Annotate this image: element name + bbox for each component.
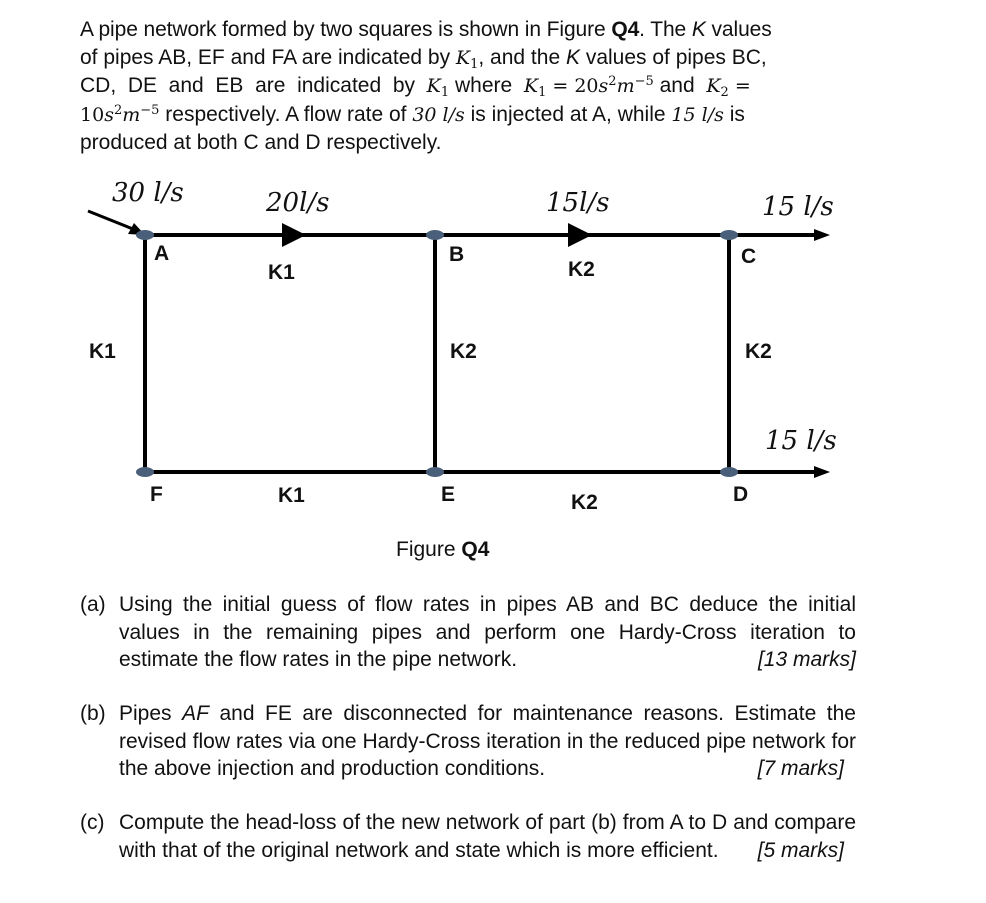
pipe-label-ab: K1 xyxy=(268,261,295,284)
intro-line-2: of pipes AB, EF and FA are indicated by $K_1$, and the K values of pipes BC, xyxy=(80,45,767,72)
question-a xyxy=(80,591,856,674)
outflow-label-d: 15 l/s xyxy=(765,426,837,456)
outflow-c-arrowhead xyxy=(814,229,830,241)
pipe-label-ed: K2 xyxy=(571,491,598,514)
inflow-label: 30 l/s xyxy=(112,178,184,208)
question-b-body: Pipes AF and FE are disconnected for maintenance reasons. Estimate the revised flow rates via one Hardy-Cross iteration in the reduced pipe network for the above injection and production conditions. [7 marks] xyxy=(119,700,856,783)
node-b-marker xyxy=(426,230,444,240)
node-a-label: A xyxy=(154,242,170,265)
intro-line-5: produced at both C and D respectively. xyxy=(80,131,442,154)
question-c-marks: [5 marks] xyxy=(757,838,844,862)
question-c-body xyxy=(119,809,856,864)
node-e-label: E xyxy=(441,483,456,506)
pipe-label-fa: K1 xyxy=(89,340,116,363)
node-f-marker xyxy=(136,467,154,477)
outflow-label-c: 15 l/s xyxy=(762,192,834,222)
intro-line-3: CD, DE and EB are indicated by $K_1$ where $K_1 = 20s^2m^{-5}$ and $K_2$ = xyxy=(80,74,751,100)
question-b-label: (b) xyxy=(80,702,106,725)
intro-line-1: A pipe network formed by two squares is shown in Figure Q4. The K values xyxy=(80,18,772,41)
node-e-marker xyxy=(426,467,444,477)
question-b xyxy=(80,700,856,783)
flow-label-bc: 15l/s xyxy=(546,188,610,218)
question-c xyxy=(80,809,856,864)
figure-caption: Figure Q4 xyxy=(396,538,490,561)
pipe-label-bc: K2 xyxy=(568,258,595,281)
node-c-marker xyxy=(720,230,738,240)
pipe-network-diagram xyxy=(0,165,900,535)
question-a-label: (a) xyxy=(80,593,106,616)
node-d-label: D xyxy=(733,483,749,506)
pipe-label-fe: K1 xyxy=(278,484,305,507)
node-c-label: C xyxy=(741,245,757,268)
intro-line-4: $10s^2m^{-5}$ respectively. A flow rate of 30 l/s is injected at A, while 15 l/s is xyxy=(80,102,745,126)
node-d-marker xyxy=(720,467,738,477)
pipe-label-cd: K2 xyxy=(745,340,772,363)
flow-label-ab: 20l/s xyxy=(266,188,330,218)
flow-arrow-bc xyxy=(568,223,592,247)
question-a-marks: [13 marks] xyxy=(757,648,856,671)
inflow-arrow xyxy=(88,211,138,231)
question-a-text: Using the initial guess of flow rates in pipes AB and BC deduce the initial values in the remaining pipes and perform one Hardy-Cross iteration to estimate the flow rates in the pipe network. xyxy=(119,593,856,671)
question-a-body xyxy=(119,591,856,674)
pipe-label-be: K2 xyxy=(450,340,477,363)
flow-arrow-ab xyxy=(282,223,306,247)
outflow-d-arrowhead xyxy=(814,466,830,478)
question-b-marks: [7 marks] xyxy=(757,757,844,780)
question-c-label: (c) xyxy=(80,811,105,834)
node-a-marker xyxy=(136,230,154,240)
question-c-text: Compute the head-loss of the new network of part (b) from A to D and compare with that of the original network and state which is more efficient. xyxy=(119,811,856,862)
node-f-label: F xyxy=(150,483,163,506)
node-b-label: B xyxy=(449,243,465,266)
intro-paragraph xyxy=(80,16,856,157)
